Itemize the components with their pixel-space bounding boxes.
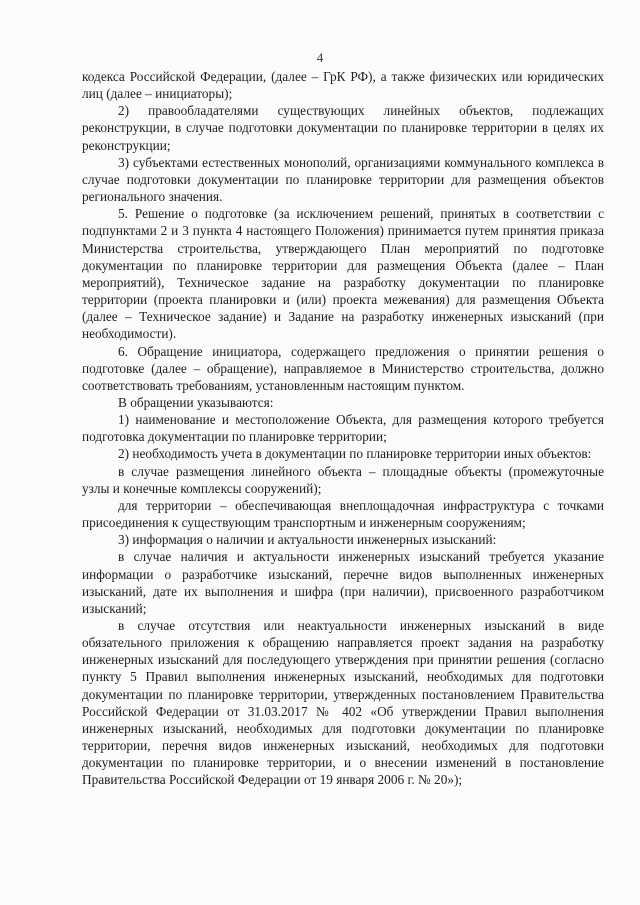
paragraph-appeal-contents: В обращении указываются: [118,394,274,410]
paragraph-item-2: 2) правообладателями существующих линейных объектов, подлежащих реконструкции, в случае подготовки документации по планировке территории в целях их реконструкции; [82,103,604,153]
page-number: 4 [316,50,324,65]
paragraph-continuation: кодекса Российской Федерации, (далее – ГрК РФ), а также физических или юридических лиц (далее – инициаторы); [82,69,604,102]
paragraph-clause-6: 6. Обращение инициатора, содержащего предложения о принятии решения о подготовке (далее – обращение), направляемое в Министерство строительства, должно соответствовать требованиям, установленным настоящим пунктом. [82,343,604,393]
paragraph-territory: для территории – обеспечивающая внеплощадочная инфраструктура с точками присоединения к существующим транспортным и инженерным сооружениям; [82,497,604,531]
paragraph-linear-object: в случае размещения линейного объекта – площадные объекты (промежуточные узлы и конечные комплексы сооружений); [82,463,604,496]
paragraph-surveys-present: в случае наличия и актуальности инженерных изысканий требуется указание информации о разработчике изысканий, перечне видов выполненных инженерных изысканий, дате их выполнения и шифра (при наличии), присвоенного разработчиком изысканий; [82,549,604,616]
paragraph-clause-5: 5. Решение о подготовке (за исключением решений, принятых в соответствии с подпунктами 2 и 3 пункта 4 настоящего Положения) принимается путем принятия приказа Министерства строительства, утверждающего План мероприятий по подготовке документации по планировке территории для размещения Объекта (далее – План мероприятий), Техническое задание на разработку документации по планировке территории (проекта планировки и (или) проекта межевания) для размещения Объекта (далее – Техническое задание) и Задание на разработку инженерных изысканий (при необходимости). [82,206,604,342]
document-body [82,68,604,789]
paragraph-surveys-absent: в случае отсутствия или неактуальности инженерных изысканий в виде обязательного приложения к обращению направляется проект задания на разработку инженерных изысканий для последующего утверждения при принятии решения (согласно пункту 5 Правил выполнения инженерных изысканий, необходимых для подготовки документации по планировке территории, утвержденных постановлением Правительства Российской Федерации от 31.03.2017 № 402 «Об утверждении Правил выполнения инженерных изысканий, необходимых для подготовки документации по планировке территории, перечня видов инженерных изысканий, необходимых для подготовки документации по планировке территории, и о внесении изменений в постановление Правительства Российской Федерации от 19 января 2006 г. № 20»); [82,618,604,788]
paragraph-subitem-2: 2) необходимость учета в документации по планировке территории иных объектов: [118,446,592,462]
paragraph-subitem-3: 3) информация о наличии и актуальности инженерных изысканий: [118,532,497,548]
paragraph-item-3: 3) субъектами естественных монополий, организациями коммунального комплекса в случае подготовки документации по планировке территории для размещения объектов регионального значения. [82,154,604,205]
paragraph-subitem-1: 1) наименование и местоположение Объекта, для размещения которого требуется подготовка документации по планировке территории; [82,412,604,445]
